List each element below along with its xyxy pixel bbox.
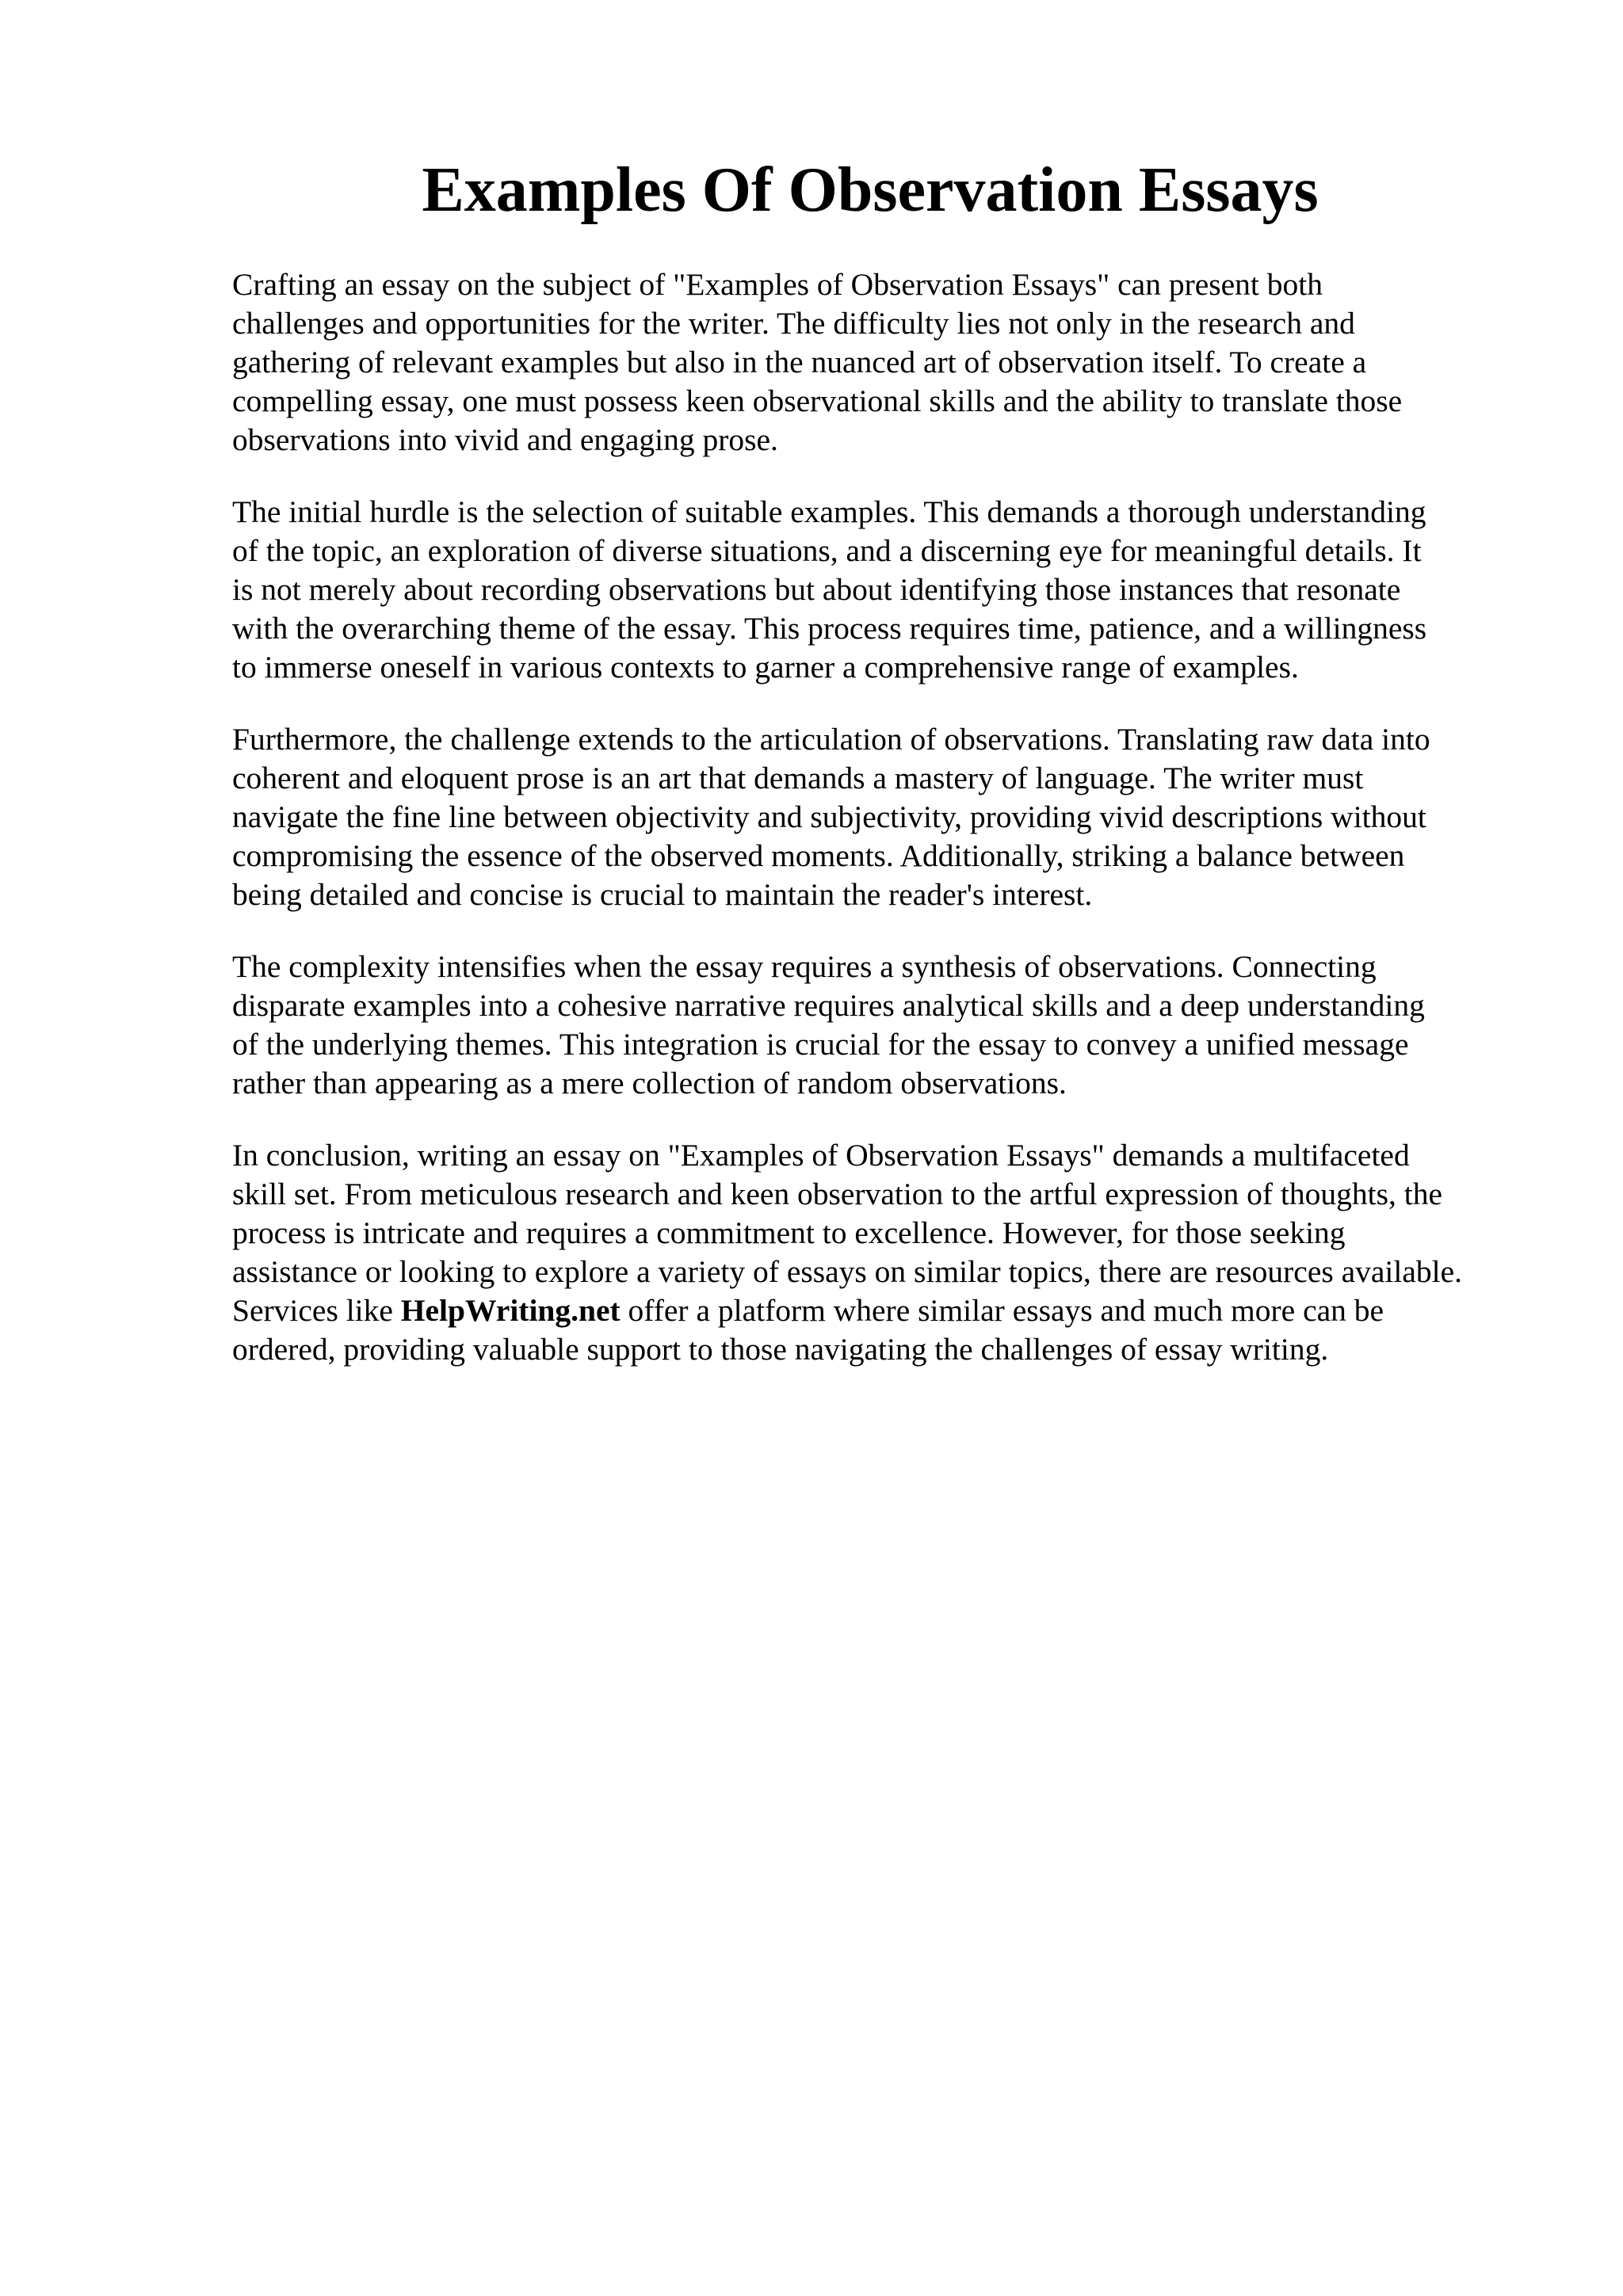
text-line: The complexity intensifies when the essay requires a synthesis of observations. Connecting xyxy=(232,949,1377,984)
paragraph-1 xyxy=(232,265,1579,460)
text-line: of the topic, an exploration of diverse situations, and a discerning eye for meaningful details. It xyxy=(232,533,1422,568)
text-line: observations into vivid and engaging prose. xyxy=(232,422,778,457)
text-line: Furthermore, the challenge extends to the articulation of observations. Translating raw data into xyxy=(232,722,1430,757)
text-line-with-service-name xyxy=(232,1291,1579,1330)
paragraph-2 xyxy=(232,493,1579,687)
paragraph-4 xyxy=(232,948,1579,1103)
paragraph-5 xyxy=(232,1136,1579,1369)
text-line: compromising the essence of the observed moments. Additionally, striking a balance between xyxy=(232,838,1405,873)
text-line: is not merely about recording observations but about identifying those instances that resonate xyxy=(232,572,1401,607)
paragraph-3 xyxy=(232,720,1579,914)
text-line: The initial hurdle is the selection of suitable examples. This demands a thorough understanding xyxy=(232,494,1426,529)
text-line: of the underlying themes. This integration is crucial for the essay to convey a unified message xyxy=(232,1027,1409,1062)
text-line: with the overarching theme of the essay. This process requires time, patience, and a willingness xyxy=(232,611,1427,646)
text-line: to immerse oneself in various contexts to garner a comprehensive range of examples. xyxy=(232,650,1299,685)
text-line: In conclusion, writing an essay on "Examples of Observation Essays" demands a multifaceted xyxy=(232,1138,1410,1173)
text-line: navigate the fine line between objectivity and subjectivity, providing vivid descriptions without xyxy=(232,799,1426,834)
text-line: being detailed and concise is crucial to maintain the reader's interest. xyxy=(232,877,1093,912)
text-line: rather than appearing as a mere collection of random observations. xyxy=(232,1066,1067,1100)
text-line: challenges and opportunities for the writer. The difficulty lies not only in the research and xyxy=(232,306,1355,341)
text-line: ordered, providing valuable support to those navigating the challenges of essay writing. xyxy=(232,1332,1329,1367)
text-line: process is intricate and requires a commitment to excellence. However, for those seeking xyxy=(232,1215,1346,1250)
text-line: assistance or looking to explore a variety of essays on similar topics, there are resources available. xyxy=(232,1254,1463,1289)
document-body xyxy=(232,265,1579,1402)
helpwriting-service-name: HelpWriting.net xyxy=(400,1293,621,1328)
services-suffix: offer a platform where similar essays and much more can be xyxy=(620,1293,1384,1328)
text-line: coherent and eloquent prose is an art that demands a mastery of language. The writer must xyxy=(232,761,1364,795)
text-line: Crafting an essay on the subject of "Examples of Observation Essays" can present both xyxy=(232,267,1323,302)
services-prefix: Services like xyxy=(232,1293,401,1328)
text-line: compelling essay, one must possess keen observational skills and the ability to translate those xyxy=(232,383,1403,418)
text-line: skill set. From meticulous research and keen observation to the artful expression of thoughts, the xyxy=(232,1177,1442,1211)
text-line: disparate examples into a cohesive narrative requires analytical skills and a deep understanding xyxy=(232,988,1425,1023)
text-line: gathering of relevant examples but also in the nuanced art of observation itself. To create a xyxy=(232,345,1367,379)
document-title: Examples Of Observation Essays xyxy=(422,155,1319,225)
